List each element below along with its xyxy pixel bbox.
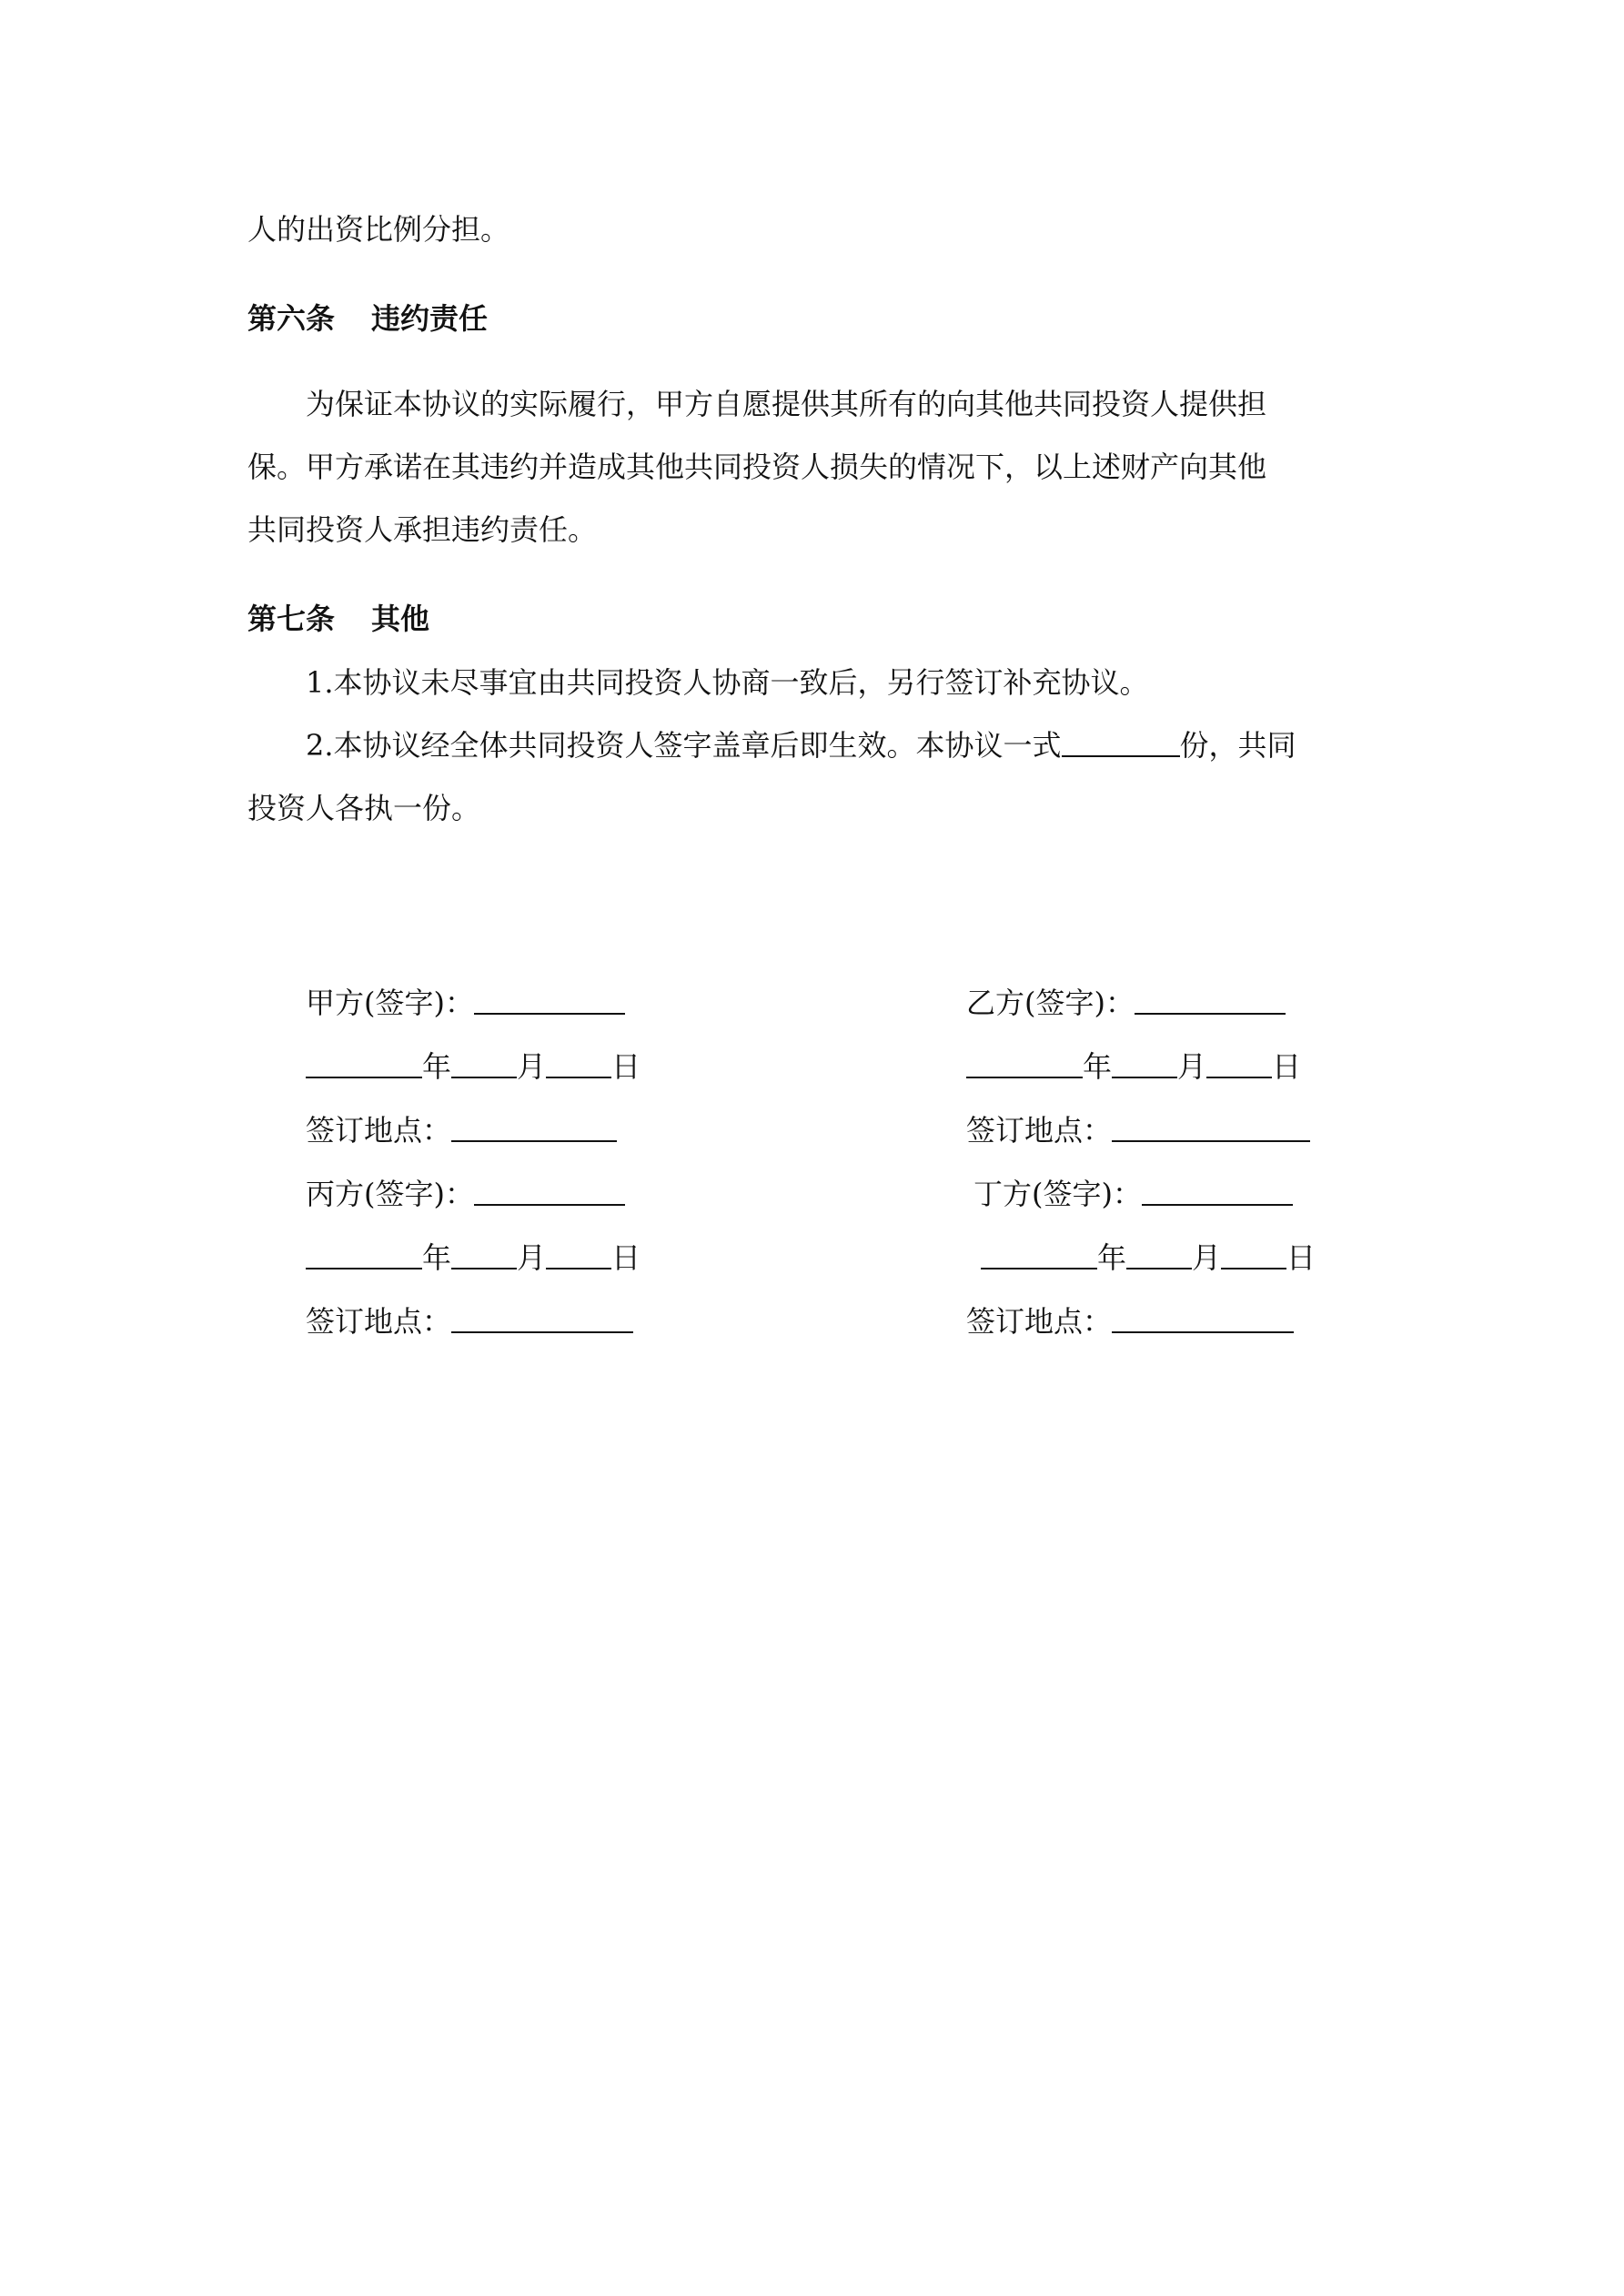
party-ding-place xyxy=(966,1303,1294,1340)
article-6-title: 违约责任 xyxy=(371,301,489,336)
party-bing-sign-blank[interactable] xyxy=(474,1177,625,1206)
year-label: 年 xyxy=(422,1049,452,1084)
party-bing-label: 丙方(签字)： xyxy=(306,1177,474,1211)
party-ding-date xyxy=(981,1239,1316,1276)
day-label: 日 xyxy=(1286,1240,1316,1275)
month-label: 月 xyxy=(517,1049,547,1084)
party-yi-place xyxy=(966,1112,1310,1148)
article-6-number: 第六条 xyxy=(247,301,336,336)
article-7-item-1: 1.本协议未尽事宜由共同投资人协商一致后，另行签订补充协议。 xyxy=(306,665,1149,700)
party-bing-place xyxy=(306,1303,633,1340)
article-6-line-3: 共同投资人承担违约责任。 xyxy=(247,512,598,547)
year-blank[interactable] xyxy=(966,1049,1083,1078)
day-blank[interactable] xyxy=(546,1049,611,1078)
year-blank[interactable] xyxy=(981,1240,1097,1269)
place-label: 签订地点： xyxy=(966,1113,1113,1148)
party-jia-place xyxy=(306,1112,617,1148)
month-blank[interactable] xyxy=(451,1240,517,1269)
party-jia-date xyxy=(306,1048,641,1085)
day-label: 日 xyxy=(611,1049,641,1084)
year-blank[interactable] xyxy=(306,1240,422,1269)
day-label: 日 xyxy=(1272,1049,1302,1084)
year-label: 年 xyxy=(1097,1240,1127,1275)
day-blank[interactable] xyxy=(546,1240,611,1269)
party-ding-label: 丁方(签字)： xyxy=(973,1177,1142,1211)
article-7-item-2-text: 2.本协议经全体共同投资人签字盖章后即生效。本协议一式 xyxy=(306,728,1062,763)
place-blank[interactable] xyxy=(451,1304,633,1333)
place-blank[interactable] xyxy=(451,1113,617,1142)
party-jia-sign-blank[interactable] xyxy=(474,986,625,1015)
paragraph-line: 人的出资比例分担。 xyxy=(247,212,510,247)
party-yi-label: 乙方(签字)： xyxy=(966,986,1135,1020)
article-6-line-2: 保。甲方承诺在其违约并造成其他共同投资人损失的情况下，以上述财产向其他 xyxy=(247,450,1267,484)
month-label: 月 xyxy=(1177,1049,1207,1084)
year-label: 年 xyxy=(422,1240,452,1275)
article-7-number: 第七条 xyxy=(247,602,336,636)
day-blank[interactable] xyxy=(1206,1049,1272,1078)
party-bing-signature xyxy=(306,1176,625,1212)
party-ding-sign-blank[interactable] xyxy=(1142,1177,1293,1206)
party-jia-signature xyxy=(306,985,625,1021)
article-6-line-1: 为保证本协议的实际履行，甲方自愿提供其所有的向其他共同投资人提供担 xyxy=(306,387,1267,421)
month-blank[interactable] xyxy=(1126,1240,1192,1269)
day-blank[interactable] xyxy=(1221,1240,1286,1269)
place-label: 签订地点： xyxy=(966,1304,1113,1339)
article-7-item-2-suffix: 份，共同 xyxy=(1179,728,1296,763)
month-blank[interactable] xyxy=(451,1049,517,1078)
month-blank[interactable] xyxy=(1112,1049,1177,1078)
year-label: 年 xyxy=(1083,1049,1113,1084)
month-label: 月 xyxy=(1192,1240,1222,1275)
place-label: 签订地点： xyxy=(306,1113,452,1148)
place-blank[interactable] xyxy=(1112,1113,1310,1142)
party-bing-date xyxy=(306,1239,641,1276)
party-yi-signature xyxy=(966,985,1286,1021)
place-blank[interactable] xyxy=(1112,1304,1294,1333)
year-blank[interactable] xyxy=(306,1049,422,1078)
place-label: 签订地点： xyxy=(306,1304,452,1339)
party-jia-label: 甲方(签字)： xyxy=(306,986,474,1020)
article-7-title: 其他 xyxy=(371,602,430,636)
party-ding-signature xyxy=(973,1176,1293,1212)
party-yi-sign-blank[interactable] xyxy=(1135,986,1286,1015)
article-7-item-2 xyxy=(306,727,1296,764)
month-label: 月 xyxy=(517,1240,547,1275)
party-yi-date xyxy=(966,1048,1301,1085)
article-7-item-2-cont: 投资人各执一份。 xyxy=(247,791,481,825)
article-6-heading xyxy=(247,300,488,337)
article-7-heading xyxy=(247,601,429,637)
day-label: 日 xyxy=(611,1240,641,1275)
copies-blank[interactable] xyxy=(1062,728,1180,757)
